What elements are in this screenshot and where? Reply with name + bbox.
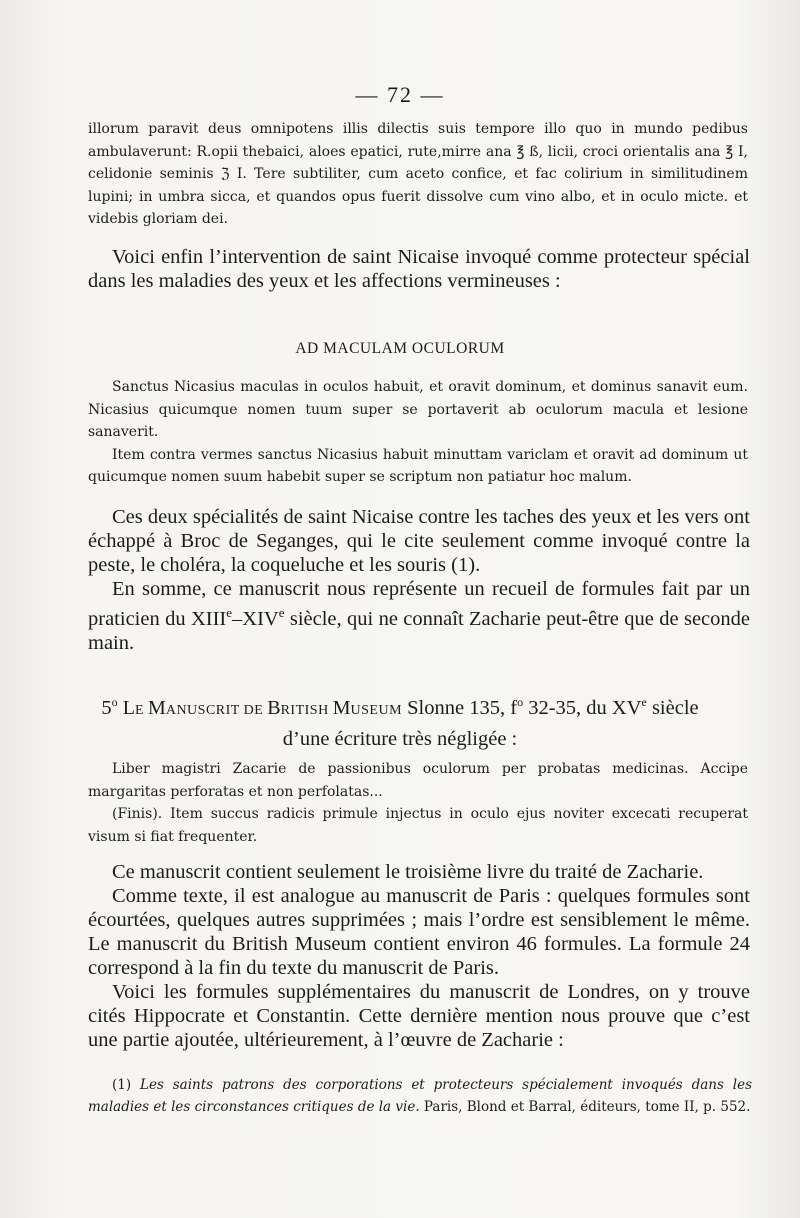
latin-nicasius-text: Sanctus Nicasius maculas in oculos habuit, et oravit dominum, et dominus sanavit eum. Nicasius quicumque nomen tuum super se portaverit ab oculorum macula et lesione sanaverit. [88, 379, 748, 440]
paragraph-saint-nicaise [88, 245, 750, 293]
paragraph-analogue: Comme texte, il est analogue au manuscrit de Paris : quelques formules sont écourtées, quelques autres supprimées ; mais l’ordre est sensiblement le même. Le manuscrit du British Museum contient environ 46 formules. La formule 24 correspond à la fin du texte du manuscrit de Paris. [88, 885, 750, 979]
latin-recipe-text: illorum paravit deus omnipotens illis dilectis suis tempore illo quo in mundo pedibus ambulaverunt: R.opii thebaici, aloes epatici, rute,mirre ana ℥ ß, licii, croci orientalis ana ℥ I, celidonie seminis ℨ I. Tere subtiliter, cum aceto confice, et fac colirium in similitudinem lupini; in umbra sicca, et quandos opus fuerit dissolve cum vino albo, et in oculo micte. et videbis gloriam dei. [88, 121, 748, 227]
section-heading-british-museum [0, 688, 800, 753]
paragraph-text: Voici enfin l’intervention de saint Nicaise invoqué comme protecteur spécial dans les maladies des yeux et les affections vermineuses : [88, 246, 750, 292]
paragraph-troisieme-livre [88, 860, 750, 1052]
section-heading-line-2: d’une écriture très négligée : [282, 727, 518, 750]
paragraph-text: Ces deux spécialités de saint Nicaise contre les taches des yeux et les vers ont échappé à Broc de Seganges, qui le cite seulement comme invoqué contre la peste, le choléra, la coqueluche et les souris (1). [88, 506, 750, 576]
latin-zacarie-block [88, 758, 748, 848]
latin-vermes-text: Item contra vermes sanctus Nicasius habuit minuttam variclam et oravit ad dominum ut quicumque nomen suum habebit super se scriptum non patiatur hoc malum. [88, 446, 748, 485]
paragraph-text: Ce manuscrit contient seulement le troisième livre du traité de Zacharie. [112, 861, 704, 883]
latin-nicasius-block [88, 376, 748, 489]
section-heading-line-1: 5$^o$ LE MANUSCRIT DE BRITISH MUSEUM Slonne 135, $f^o$ 32-35, du XVe siècle [101, 695, 699, 719]
footnote [88, 1074, 752, 1118]
footnote-text: (1) Les saints patrons des corporations et protecteurs spécialement invoqués dans les maladies et les circonstances critiques de la vie. Paris, Blond et Barral, éditeurs, tome II, p. 552. [88, 1077, 753, 1115]
latin-recipe-block [88, 118, 748, 231]
latin-zacarie-incipit: Liber magistri Zacarie de passionibus oculorum per probatas medicinas. Accipe margaritas perforatas et non perfolatas... [88, 761, 748, 800]
paragraph-broc-de-seganges [88, 505, 750, 655]
paragraph-formules-supplementaires: Voici les formules supplémentaires du manuscrit de Londres, on y trouve cités Hippocrate et Constantin. Cette dernière mention nous prouve que c’est une partie ajoutée, ultérieurement, à l’œuvre de Zacharie : [88, 981, 750, 1051]
page-number: — 72 — [355, 82, 445, 107]
heading-ad-maculam: AD MACULAM OCULORUM [295, 340, 505, 357]
paragraph-recueil: En somme, ce manuscrit nous représente un recueil de formules fait par un praticien du XIIIe–XIVe siècle, qui ne connaît Zacharie peut-être que de seconde main. [88, 578, 750, 654]
latin-zacarie-finis: (Finis). Item succus radicis primule injectus in oculo ejus noviter excecati recuperat visum si fiat frequenter. [88, 806, 748, 845]
